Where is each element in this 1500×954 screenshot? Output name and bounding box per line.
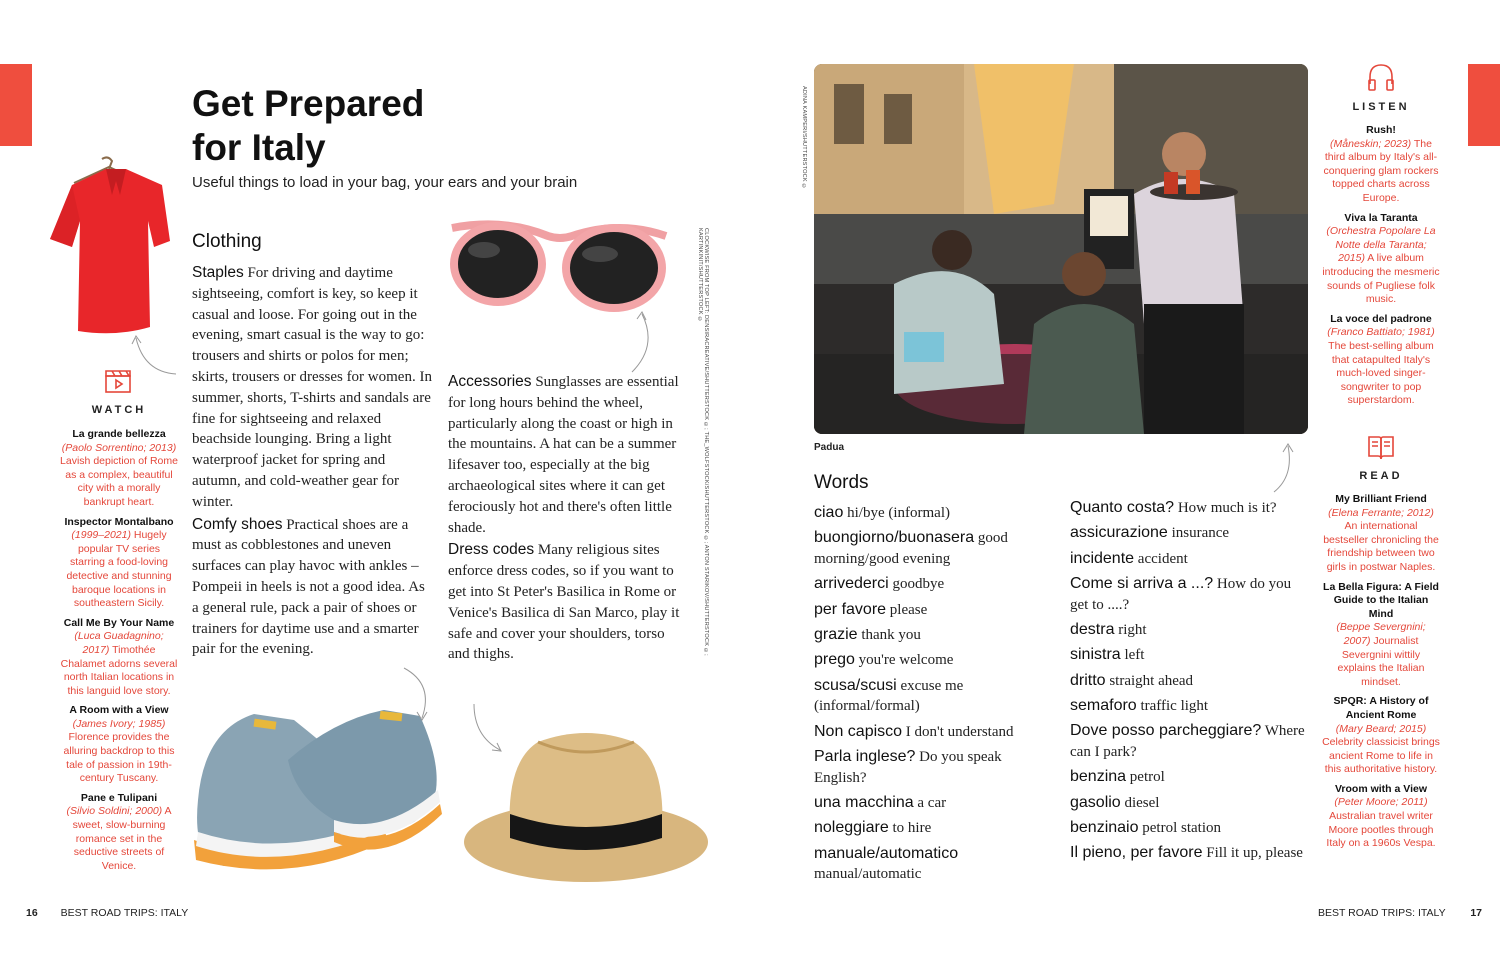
padua-cafe-photo xyxy=(814,64,1308,434)
listen-meta: (Orchestra Popolare La Notte della Taranta; 2015) xyxy=(1326,225,1436,265)
staples-paragraph xyxy=(192,263,432,513)
word-entry xyxy=(814,722,1034,743)
read-title: Vroom with a View xyxy=(1335,782,1427,795)
word-entry xyxy=(814,625,1034,646)
watch-list xyxy=(60,428,178,879)
watch-title: La grande bellezza xyxy=(72,428,166,440)
arrow-to-hat xyxy=(470,700,506,756)
list-item xyxy=(1322,695,1440,777)
word-italian: scusa/scusi xyxy=(814,676,897,694)
running-title-right: BEST ROAD TRIPS: ITALY xyxy=(1318,907,1446,919)
word-italian: per favore xyxy=(814,600,887,618)
word-entry xyxy=(814,676,1034,718)
word-entry xyxy=(1070,498,1306,519)
word-english: to hire xyxy=(888,820,932,837)
read-desc: Australian travel writer Moore pootles through Italy on a 1960s Vespa. xyxy=(1326,810,1436,850)
listen-meta: (Franco Battiato; 1981) xyxy=(1327,326,1435,339)
word-entry xyxy=(814,747,1034,789)
word-english: straight ahead xyxy=(1105,672,1194,689)
arrow-to-sunglasses xyxy=(628,306,658,376)
watch-desc: Hugely popular TV series starring a food-loving detective and stunning baroque locations in southeastern Sicily. xyxy=(66,529,172,610)
word-english: I don't understand xyxy=(902,723,1014,740)
watch-heading: WATCH xyxy=(91,404,147,416)
word-italian: Dove posso parcheggiare? xyxy=(1070,722,1262,740)
word-english: petrol xyxy=(1126,769,1165,786)
word-english: diesel xyxy=(1120,794,1160,811)
sunglasses-image xyxy=(444,220,674,312)
read-meta: (Peter Moore; 2011) xyxy=(1334,796,1428,809)
watch-title: Call Me By Your Name xyxy=(63,616,175,629)
right-page-tab xyxy=(1468,64,1500,146)
red-polo-shirt-image xyxy=(44,155,174,340)
watch-desc: Lavish depiction of Rome as a complex, beautiful city with a morally bankrupt heart. xyxy=(60,455,178,508)
staples-label: Staples xyxy=(192,264,244,281)
listen-title: Viva la Taranta xyxy=(1344,211,1418,224)
footer-left xyxy=(26,907,188,919)
word-italian: incidente xyxy=(1070,549,1135,567)
word-italian: Il pieno, per favore xyxy=(1070,844,1203,862)
read-title: La Bella Figura: A Field Guide to the Italian Mind xyxy=(1323,580,1439,620)
photo-caption: Padua xyxy=(814,442,845,453)
word-entry xyxy=(1070,549,1306,570)
clothing-column-2 xyxy=(448,372,688,665)
word-italian: destra xyxy=(1070,620,1115,638)
read-desc: An international bestseller chronicling the friendship between two girls in postwar Naples. xyxy=(1323,520,1439,573)
read-heading: READ xyxy=(1359,470,1403,482)
list-item xyxy=(1322,313,1440,408)
word-italian: dritto xyxy=(1070,671,1106,689)
word-english: thank you xyxy=(857,626,921,643)
running-title-left: BEST ROAD TRIPS: ITALY xyxy=(60,907,189,919)
word-entry xyxy=(814,528,1034,570)
word-entry xyxy=(814,574,1034,595)
word-italian: buongiorno/buonasera xyxy=(814,529,975,547)
word-english: excuse me (informal/formal) xyxy=(814,677,964,715)
word-italian: Non capisco xyxy=(814,722,903,740)
page-number-left: 16 xyxy=(26,907,38,919)
read-title: My Brilliant Friend xyxy=(1335,493,1427,505)
word-english: manual/automatic xyxy=(814,866,922,883)
word-english: How do you get to ....? xyxy=(1070,575,1292,613)
word-italian: assicurazione xyxy=(1070,524,1168,542)
list-item xyxy=(60,617,178,699)
list-item xyxy=(60,516,178,611)
words-heading: Words xyxy=(814,472,869,493)
accessories-label: Accessories xyxy=(448,373,532,390)
listen-desc: A live album introducing the mesmeric sounds of Pugliese folk music. xyxy=(1322,252,1440,306)
watch-meta: (Luca Guadagnino; 2017) xyxy=(74,630,164,656)
word-english: right xyxy=(1114,621,1147,638)
page-subtitle: Useful things to load in your bag, your ears and your brain xyxy=(192,174,578,191)
word-entry xyxy=(1070,620,1306,641)
word-english: insurance xyxy=(1167,525,1230,542)
shoes-text: Practical shoes are a must as cobblestones and uneven surfaces can play havoc with ankles – Pompeii in heels is not a good idea. As a general rule, pack a pair of shoes or trainers for daytime use and a smarter pair for the evening. xyxy=(192,516,425,658)
list-item xyxy=(60,792,178,874)
word-english: goodbye xyxy=(888,576,945,593)
word-entry xyxy=(1070,843,1306,864)
book-icon xyxy=(1366,432,1396,462)
read-meta: (Beppe Severgnini; 2007) xyxy=(1336,621,1426,647)
word-entry xyxy=(814,793,1034,814)
word-italian: arrivederci xyxy=(814,575,889,593)
photo-credit: ADINA KAMPERI/SHUTTERSTOCK © xyxy=(801,86,807,190)
read-list xyxy=(1322,493,1440,857)
word-english: petrol station xyxy=(1138,819,1221,836)
shoes-label: Comfy shoes xyxy=(192,515,283,533)
word-italian: gasolio xyxy=(1070,793,1121,811)
watch-meta: (James Ivory; 1985) xyxy=(72,717,166,730)
word-english: you're welcome xyxy=(854,652,954,669)
staples-text: For driving and daytime sightseeing, comfort is key, so keep it casual and loose. For going out in the evening, smart casual is the way to go: trousers and shirts or polos for men; skirts, trousers or dresses for women. In summer, shorts, T-shirts and sandals are fine for sightseeing and relaxed beachside lounging. Bring a light waterproof jacket for spring and autumn, and cold-weather gear for winter. xyxy=(192,265,432,510)
page-title xyxy=(192,82,424,170)
word-italian: Come si arriva a ...? xyxy=(1070,574,1214,592)
word-italian: sinistra xyxy=(1070,646,1121,664)
read-title: SPQR: A History of Ancient Rome xyxy=(1333,695,1429,721)
watch-meta: (Silvio Soldini; 2000) xyxy=(66,805,163,818)
headphones-icon xyxy=(1366,62,1396,94)
word-english: Where can I park? xyxy=(1070,723,1305,760)
word-entry xyxy=(814,844,1034,886)
word-english: a car xyxy=(913,795,947,812)
dress-codes-text: Many religious sites enforce dress codes, so if you want to get into St Peter's Basilica in Rome or Venice's Basilica di San Marco, play it safe and cover your shoulders, torso and thighs. xyxy=(448,542,680,663)
page-number-right: 17 xyxy=(1470,907,1483,919)
word-english: Do you speak English? xyxy=(814,748,1002,786)
word-italian: Parla inglese? xyxy=(814,747,916,765)
word-entry xyxy=(1070,767,1306,788)
word-italian: manuale/automatico xyxy=(814,844,959,862)
clothing-heading: Clothing xyxy=(192,231,262,252)
word-entry xyxy=(814,600,1034,621)
word-entry xyxy=(814,503,1034,524)
listen-list xyxy=(1322,124,1440,414)
list-item xyxy=(1322,581,1440,690)
listen-desc: The third album by Italy's all-conquering glam rockers topped charts across Europe. xyxy=(1323,137,1439,204)
list-item xyxy=(60,428,178,510)
word-entry xyxy=(1070,793,1306,814)
word-english: traffic light xyxy=(1136,697,1209,714)
arrow-to-sneakers xyxy=(400,664,436,724)
read-desc: Journalist Severgnini wittily explains the Italian mindset. xyxy=(1337,634,1425,688)
word-italian: benzinaio xyxy=(1070,818,1139,836)
word-english: hi/bye (informal) xyxy=(843,505,950,521)
arrow-to-photo xyxy=(1270,440,1300,496)
listen-title: La voce del padrone xyxy=(1330,312,1432,325)
watch-meta: (Paolo Sorrentino; 2013) xyxy=(61,441,177,454)
word-entry xyxy=(1070,645,1306,666)
word-english: please xyxy=(886,601,928,618)
cafe-scene-illustration xyxy=(814,64,1308,434)
shoes-paragraph xyxy=(192,515,432,661)
word-italian: grazie xyxy=(814,625,858,643)
image-credits: CLOCKWISE FROM TOP LEFT: DENSIRACREATIVE/SHUTTERSTOCK ©; THE_WOLFSTOCK/SHUTTERSTOCK ©; ANTON STARIKOV/SHUTTERSTOCK ©; KARTINKINIT/SHUTTERSTOCK © xyxy=(697,228,709,656)
word-entry xyxy=(814,818,1034,839)
word-english: accident xyxy=(1134,550,1188,567)
word-italian: Quanto costa? xyxy=(1070,499,1175,516)
title-line-2: for Italy xyxy=(192,127,326,168)
list-item xyxy=(1322,493,1440,575)
dress-codes-label: Dress codes xyxy=(448,541,535,559)
words-column-2 xyxy=(1070,498,1306,868)
read-meta: (Mary Beard; 2015) xyxy=(1335,722,1427,735)
listen-heading: LISTEN xyxy=(1352,101,1410,113)
word-english: good morning/good evening xyxy=(814,530,1008,568)
list-item xyxy=(1322,124,1440,206)
word-entry xyxy=(1070,721,1306,763)
watch-title: Inspector Montalbano xyxy=(64,515,174,528)
word-italian: una macchina xyxy=(814,794,914,812)
word-italian: ciao xyxy=(814,504,844,521)
accessories-text: Sunglasses are essential for long hours behind the wheel, particularly along the coast or high in the mountains. A hat can be a summer lifesaver too, especially at the big archaeological sites where it can get ferociously hot and there's often little shade. xyxy=(448,374,679,536)
word-italian: noleggiare xyxy=(814,819,889,837)
word-entry xyxy=(1070,523,1306,544)
watch-title: Pane e Tulipani xyxy=(80,791,158,804)
word-english: How much is it? xyxy=(1174,500,1277,516)
word-entry xyxy=(1070,696,1306,717)
listen-meta: (Måneskin; 2023) xyxy=(1330,137,1412,150)
word-entry xyxy=(1070,671,1306,692)
left-page-tab xyxy=(0,64,32,146)
list-item xyxy=(1322,783,1440,851)
words-column-1 xyxy=(814,503,1034,890)
listen-title: Rush! xyxy=(1366,124,1396,136)
watch-meta: (1999–2021) xyxy=(71,529,131,542)
clapperboard-icon xyxy=(103,368,133,394)
watch-desc: Timothée Chalamet adorns several north Italian locations in this languid love story. xyxy=(60,643,178,697)
word-entry xyxy=(814,650,1034,671)
word-entry xyxy=(1070,574,1306,616)
word-english: Fill it up, please xyxy=(1202,845,1303,862)
word-italian: benzina xyxy=(1070,768,1127,786)
title-line-1: Get Prepared xyxy=(192,83,425,124)
footer-right xyxy=(1318,907,1482,919)
list-item xyxy=(60,704,178,786)
word-italian: semaforo xyxy=(1070,696,1137,714)
watch-desc: Florence provides the alluring backdrop to this tale of passion in 19th-century Tuscany. xyxy=(63,731,175,785)
watch-title: A Room with a View xyxy=(69,704,169,717)
accessories-paragraph xyxy=(448,372,688,538)
list-item xyxy=(1322,212,1440,307)
watch-desc: A sweet, slow-burning romance set in the seductive streets of Venice. xyxy=(72,805,172,872)
read-meta: (Elena Ferrante; 2012) xyxy=(1328,506,1434,519)
listen-desc: The best-selling album that catapulted Italy's much-loved singer-songwriter to pop superstardom. xyxy=(1328,339,1434,407)
word-entry xyxy=(1070,818,1306,839)
clothing-column-1 xyxy=(192,263,432,660)
word-english: left xyxy=(1120,647,1145,664)
dress-codes-paragraph xyxy=(448,540,688,665)
read-desc: Celebrity classicist brings ancient Rome to life in this authoritative history. xyxy=(1322,736,1440,776)
word-italian: prego xyxy=(814,651,855,669)
